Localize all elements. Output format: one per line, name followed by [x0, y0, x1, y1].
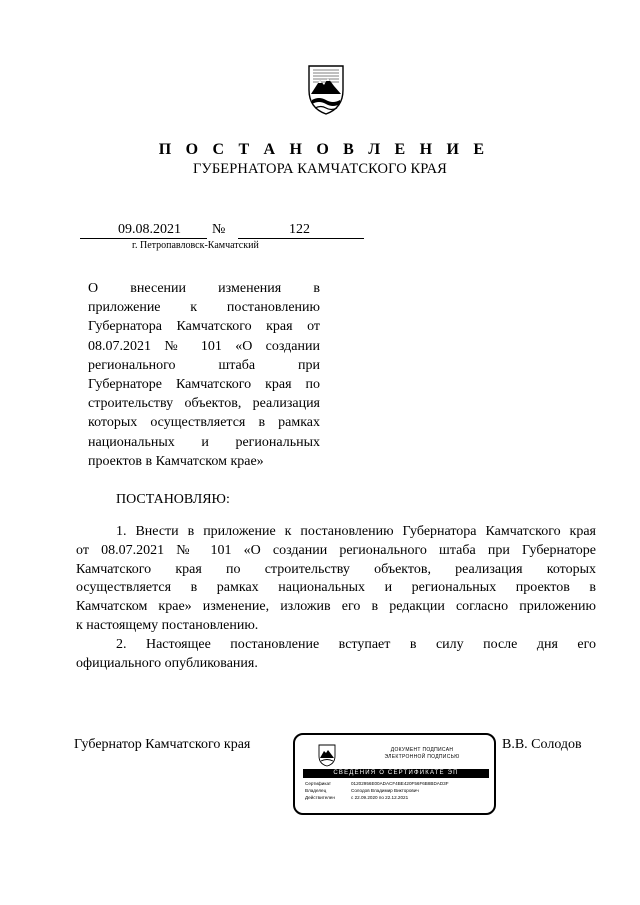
- body-line: официального опубликования.: [76, 655, 258, 671]
- document-city: г. Петропавловск-Камчатский: [132, 240, 259, 251]
- electronic-signature-stamp: [293, 733, 496, 815]
- date-underline: [80, 238, 207, 239]
- subject-line: регионального штаба при: [88, 357, 320, 373]
- stamp-line1: ДОКУМЕНТ ПОДПИСАН: [390, 747, 454, 753]
- body-line: 2. Настоящее постановление вступает в силу после дня его: [116, 636, 596, 652]
- body-line: осуществляется в рамках национальных и региональных проектов в: [76, 580, 596, 596]
- document-date: 09.08.2021: [118, 222, 181, 237]
- number-sign: №: [212, 222, 226, 237]
- document-subject: [88, 279, 320, 471]
- number-underline: [238, 238, 364, 239]
- body-line: Камчатском крае» изменение, изложив его в редакции согласно приложению: [76, 599, 596, 615]
- body-line: Камчатского края по строительству объектов, реализация которых: [76, 561, 596, 577]
- stamp-valid-value: с 22.09.2020 по 22.12.2021: [351, 795, 409, 800]
- subject-line: строительству объектов, реализация: [88, 396, 320, 412]
- subject-line: национальных и региональных: [88, 434, 320, 450]
- body-line: 1. Внести в приложение к постановлению Губернатора Камчатского края: [116, 524, 596, 539]
- subject-line: О внесении изменения в: [88, 281, 320, 296]
- stamp-valid-label: Действителен: [305, 795, 335, 800]
- subject-line: приложение к постановлению: [88, 300, 320, 316]
- stamp-owner-value: Солодов Владимир Викторович: [351, 788, 419, 793]
- stamp-valid-row: [305, 795, 408, 801]
- signatory-position: Губернатор Камчатского края: [74, 737, 251, 752]
- decree-word: ПОСТАНОВЛЯЮ:: [116, 492, 230, 507]
- document-title: П О С Т А Н О В Л Е Н И Е: [158, 141, 490, 158]
- subject-line: Губернатора Камчатского края от: [88, 319, 320, 335]
- stamp-owner-label: Владелец: [305, 788, 327, 793]
- stamp-line2: ЭЛЕКТРОННОЙ ПОДПИСЬЮ: [384, 754, 460, 760]
- body-line: от 08.07.2021 № 101 «О создании регионального штаба при Губернаторе: [76, 542, 596, 558]
- subject-line: 08.07.2021 № 101 «О создании: [88, 338, 320, 354]
- stamp-owner-row: [305, 788, 419, 794]
- document-body: [76, 523, 596, 673]
- document-subtitle: ГУБЕРНАТОРА КАМЧАТСКОГО КРАЯ: [193, 161, 447, 177]
- subject-line: проектов в Камчатском крае»: [88, 453, 264, 469]
- kamchatka-coat-of-arms-icon: [303, 60, 349, 116]
- stamp-certificate-bar: СВЕДЕНИЯ О СЕРТИФИКАТЕ ЭП: [303, 769, 489, 778]
- stamp-heading: [357, 747, 487, 761]
- stamp-cert-label: Сертификат: [305, 781, 332, 786]
- body-line: к настоящему постановлению.: [76, 617, 259, 633]
- signatory-name: В.В. Солодов: [502, 737, 582, 752]
- subject-line: Губернаторе Камчатского края по: [88, 376, 320, 392]
- document-number: 122: [289, 222, 310, 237]
- stamp-cert-row: [305, 781, 449, 787]
- stamp-emblem-icon: [317, 743, 337, 767]
- subject-line: которых осуществляется в рамках: [88, 415, 320, 431]
- stamp-cert-value: 01202956E00ADACF4BE420F56F6B8BDAD3F: [351, 781, 449, 786]
